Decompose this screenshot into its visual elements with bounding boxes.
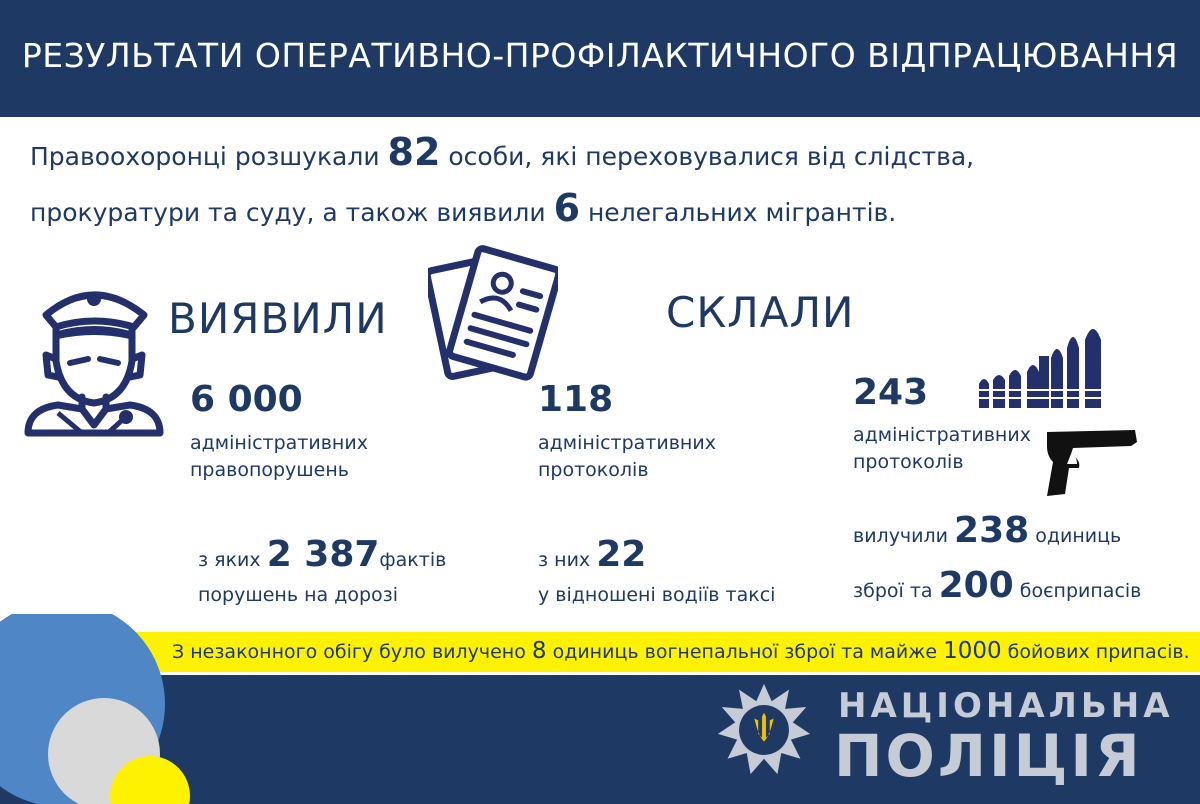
taxi-prefix: з них [538, 549, 597, 571]
banner-text-part: бойових припасів. [1001, 641, 1190, 663]
road-violations-count: 2 387 [266, 534, 380, 575]
seized-suffix: одиниць [1029, 525, 1122, 547]
seized-line-2 [853, 565, 1141, 606]
intro-text: особи, які переховувалися від слідства, [440, 142, 975, 171]
banner-text-part: одиниць вогнепальної зброї та майже [546, 641, 944, 663]
banner-text [172, 638, 1190, 664]
ammo-suffix: боєприпасів [1013, 580, 1142, 602]
road-suffix: фактів [379, 549, 447, 571]
documents-icon [428, 244, 558, 386]
detected-title: ВИЯВИЛИ [168, 294, 388, 343]
logo-text-line-1: НАЦІОНАЛЬНА [838, 686, 1174, 726]
road-prefix: з яких [198, 549, 267, 571]
weapons-label-1: адміністративних [853, 424, 1031, 446]
seized-line-1 [853, 510, 1121, 551]
intro-text: нелегальних мігрантів. [580, 198, 897, 227]
police-star-emblem-icon [716, 682, 812, 778]
drafted-label-2: протоколів [538, 459, 649, 481]
weapons-protocols-count: 243 [853, 372, 929, 413]
intro-text: прокуратури та суду, а також виявили [30, 198, 554, 227]
ammo-prefix: зброї та [853, 580, 939, 602]
taxi-line [538, 534, 646, 575]
seized-ammo-count: 200 [938, 565, 1014, 606]
ammunition-icon [975, 318, 1115, 410]
detected-label-1: адміністративних [190, 432, 368, 454]
intro-text: Правоохоронці розшукали [30, 142, 388, 171]
drafted-title: СКЛАЛИ [666, 288, 855, 337]
intro-line-1 [30, 130, 974, 174]
weapons-label-2: протоколів [853, 451, 964, 473]
taxi-drivers-count: 22 [596, 534, 647, 575]
logo-text-line-2: ПОЛІЦІЯ [834, 722, 1143, 790]
seized-prefix: вилучили [853, 525, 955, 547]
pistol-icon [1043, 426, 1141, 498]
page-title: РЕЗУЛЬТАТИ ОПЕРАТИВНО-ПРОФІЛАКТИЧНОГО ВІДПРАЦЮВАННЯ [21, 36, 1179, 75]
intro-line-2 [30, 186, 896, 230]
taxi-label: у відношені водіїв таксі [538, 584, 776, 606]
decorative-circles [0, 614, 200, 804]
police-officer-icon [22, 275, 167, 440]
banner-ammo-count: 1000 [943, 638, 1002, 664]
banner-text-part: З незаконного обігу було вилучено [172, 641, 532, 663]
seized-weapons-count: 238 [954, 510, 1030, 551]
banner-firearms-count: 8 [531, 638, 547, 664]
administrative-protocols-count: 118 [538, 379, 614, 420]
road-violations-line [198, 534, 446, 575]
road-violations-label: порушень на дорозі [198, 584, 399, 606]
migrants-count: 6 [553, 186, 581, 230]
wanted-persons-count: 82 [387, 130, 441, 174]
drafted-label-1: адміністративних [538, 432, 716, 454]
administrative-offenses-count: 6 000 [190, 379, 303, 420]
detected-label-2: правопорушень [190, 459, 349, 481]
